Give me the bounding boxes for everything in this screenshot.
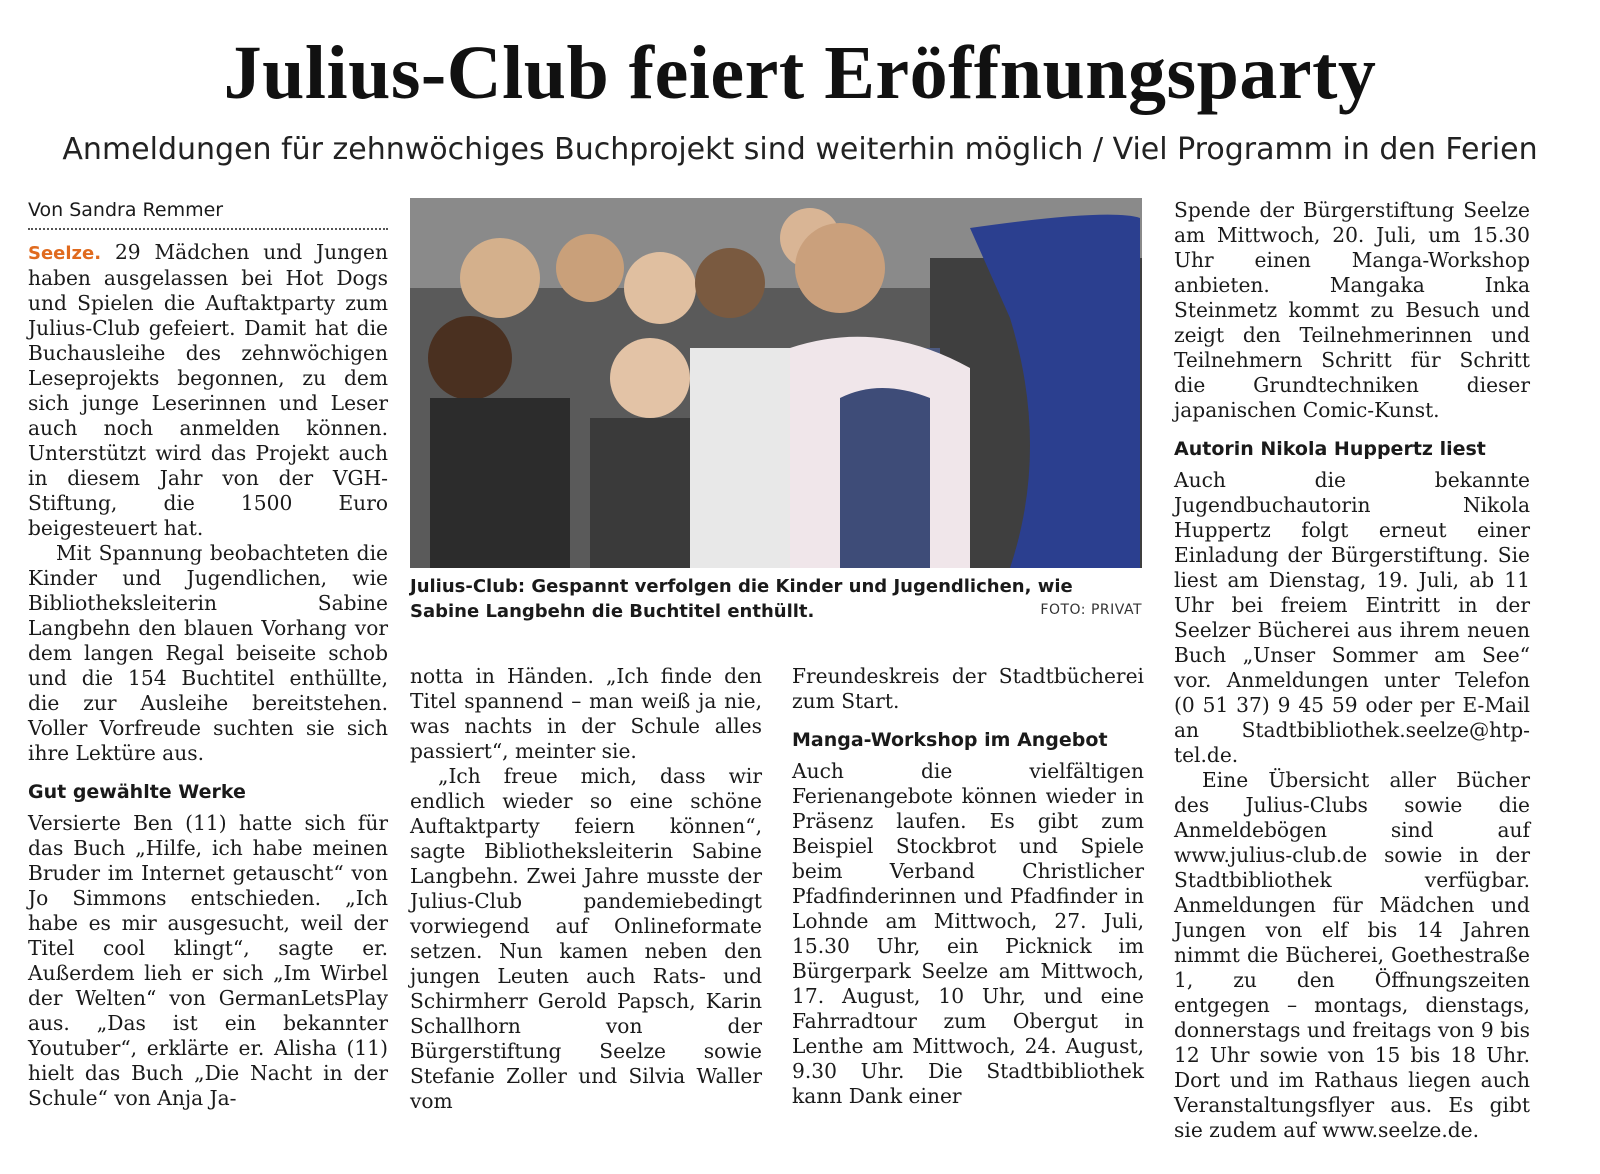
article-photo	[410, 198, 1142, 568]
column-1	[28, 198, 388, 1111]
photo-caption: Julius-Club: Gespannt verfolgen die Kinder und Jugendlichen, wie Sabine Langbehn die Buchtitel enthüllt.	[410, 576, 1073, 622]
byline: Von Sandra Remmer	[28, 198, 388, 230]
paragraph-4-continued: Freundeskreis der Stadtbücherei zum Start.	[792, 664, 1144, 713]
photo-credit: FOTO: PRIVAT	[1040, 602, 1142, 618]
subheading-manga-workshop: Manga-Workshop im Angebot	[792, 729, 1108, 751]
subheading-gut-gewaehlte-werke: Gut gewählte Werke	[28, 781, 246, 803]
subheadline: Anmeldungen für zehnwöchiges Buchprojekt sind weiterhin möglich / Viel Programm in den Ferien	[62, 132, 1538, 167]
paragraph-5: Auch die vielfältigen Ferienangebote können wieder in Präsenz laufen. Es gibt zum Beispiel Stockbrot und Spiele beim Verband Christlicher Pfadfinderinnen und Pfadfinder in Lohnde am Mittwoch, 27. Juli, 15.30 Uhr, ein Picknick im Bürgerpark Seelze am Mittwoch, 17. August, 10 Uhr, und eine Fahrradtour zum Obergut in Lenthe am Mittwoch, 24. August, 9.30 Uhr. Die Stadtbibliothek kann Dank einer	[792, 759, 1144, 1108]
dateline: Seelze.	[28, 243, 102, 264]
subheading-autorin-liest: Autorin Nikola Huppertz liest	[1174, 438, 1486, 460]
column-3	[792, 664, 1144, 1109]
paragraph-3: Versierte Ben (11) hatte sich für das Buch „Hilfe, ich habe meinen Bruder im Internet getauscht“ von Jo Simmons entschieden. „Ich habe es mir ausgesucht, weil der Titel cool klingt“, sagte er. Außerdem lieh er sich „Im Wirbel der Welten“ von GermanLetsPlay aus. „Das ist ein bekannter Youtuber“, erklärte er. Alisha (11) hielt das Buch „Die Nacht in der Schule“ von Anja Ja-	[28, 811, 388, 1110]
paragraph-intro	[28, 240, 388, 541]
headline: Julius-Club feiert Eröffnungsparty	[223, 31, 1377, 115]
paragraph-4: „Ich freue mich, dass wir endlich wieder so eine schöne Auftaktparty feiern können“, sagte Bibliotheksleiterin Sabine Langbehn. Zwei Jahre musste der Julius-Club pandemiebedingt vorwiegend auf Onlineformate setzen. Nun kamen neben den jungen Leuten auch Rats- und Schirmherr Gerold Papsch, Karin Schallhorn von der Bürgerstiftung Seelze sowie Stefanie Zoller und Silvia Waller vom	[410, 764, 762, 1113]
paragraph-3-continued: notta in Händen. „Ich finde den Titel spannend – man weiß ja nie, was nachts in der Schule alles passiert“, meinter sie.	[410, 664, 762, 763]
paragraph-6: Auch die bekannte Jugendbuchautorin Nikola Huppertz folgt erneut einer Einladung der Bürgerstiftung. Sie liest am Dienstag, 19. Juli, ab 11 Uhr bei freiem Eintritt in der Seelzer Bücherei aus ihrem neuen Buch „Unser Sommer am See“ vor. Anmeldungen unter Telefon (0 51 37) 9 45 59 oder per E-Mail an Stadtbibliothek.seelze@htp-tel.de.	[1174, 468, 1530, 767]
paragraph-1-text: 29 Mädchen und Jungen haben ausgelassen bei Hot Dogs und Spielen die Auftaktparty zum Julius-Club gefeiert. Damit hat die Buchausleihe des zehnwöchigen Leseprojekts begonnen, zu dem sich junge Leserinnen und Leser auch noch anmelden können. Unterstützt wird das Projekt auch in diesem Jahr von der VGH-Stiftung, die 1500 Euro beigesteuert hat.	[28, 240, 389, 540]
paragraph-7: Eine Übersicht aller Bücher des Julius-Clubs sowie die Anmeldebögen sind auf www.julius-club.de sowie in der Stadtbibliothek verfügbar. Anmeldungen für Mädchen und Jungen von elf bis 14 Jahren nimmt die Bücherei, Goethestraße 1, zu den Öffnungszeiten entgegen – montags, dienstags, donnerstags und freitags von 9 bis 12 Uhr sowie von 15 bis 18 Uhr. Dort und im Rathaus liegen auch Veranstaltungsflyer aus. Es gibt sie zudem auf www.seelze.de.	[1174, 768, 1530, 1142]
paragraph-2: Mit Spannung beobachteten die Kinder und Jugendlichen, wie Bibliotheksleiterin Sabine Langbehn den blauen Vorhang vor dem langen Regal beiseite schob und die 154 Buchtitel enthüllte, die zur Ausleihe bereitstehen. Voller Vorfreude suchten sie sich ihre Lektüre aus.	[28, 541, 388, 765]
photo-illustration	[410, 198, 1142, 568]
column-4	[1174, 198, 1530, 1143]
paragraph-5-continued: Spende der Bürgerstiftung Seelze am Mittwoch, 20. Juli, um 15.30 Uhr einen Manga-Workshop anbieten. Mangaka Inka Steinmetz kommt zu Besuch und zeigt den Teilnehmerinnen und Teilnehmern Schritt für Schritt die Grundtechniken dieser japanischen Comic-Kunst.	[1174, 198, 1530, 422]
column-2	[410, 664, 762, 1114]
